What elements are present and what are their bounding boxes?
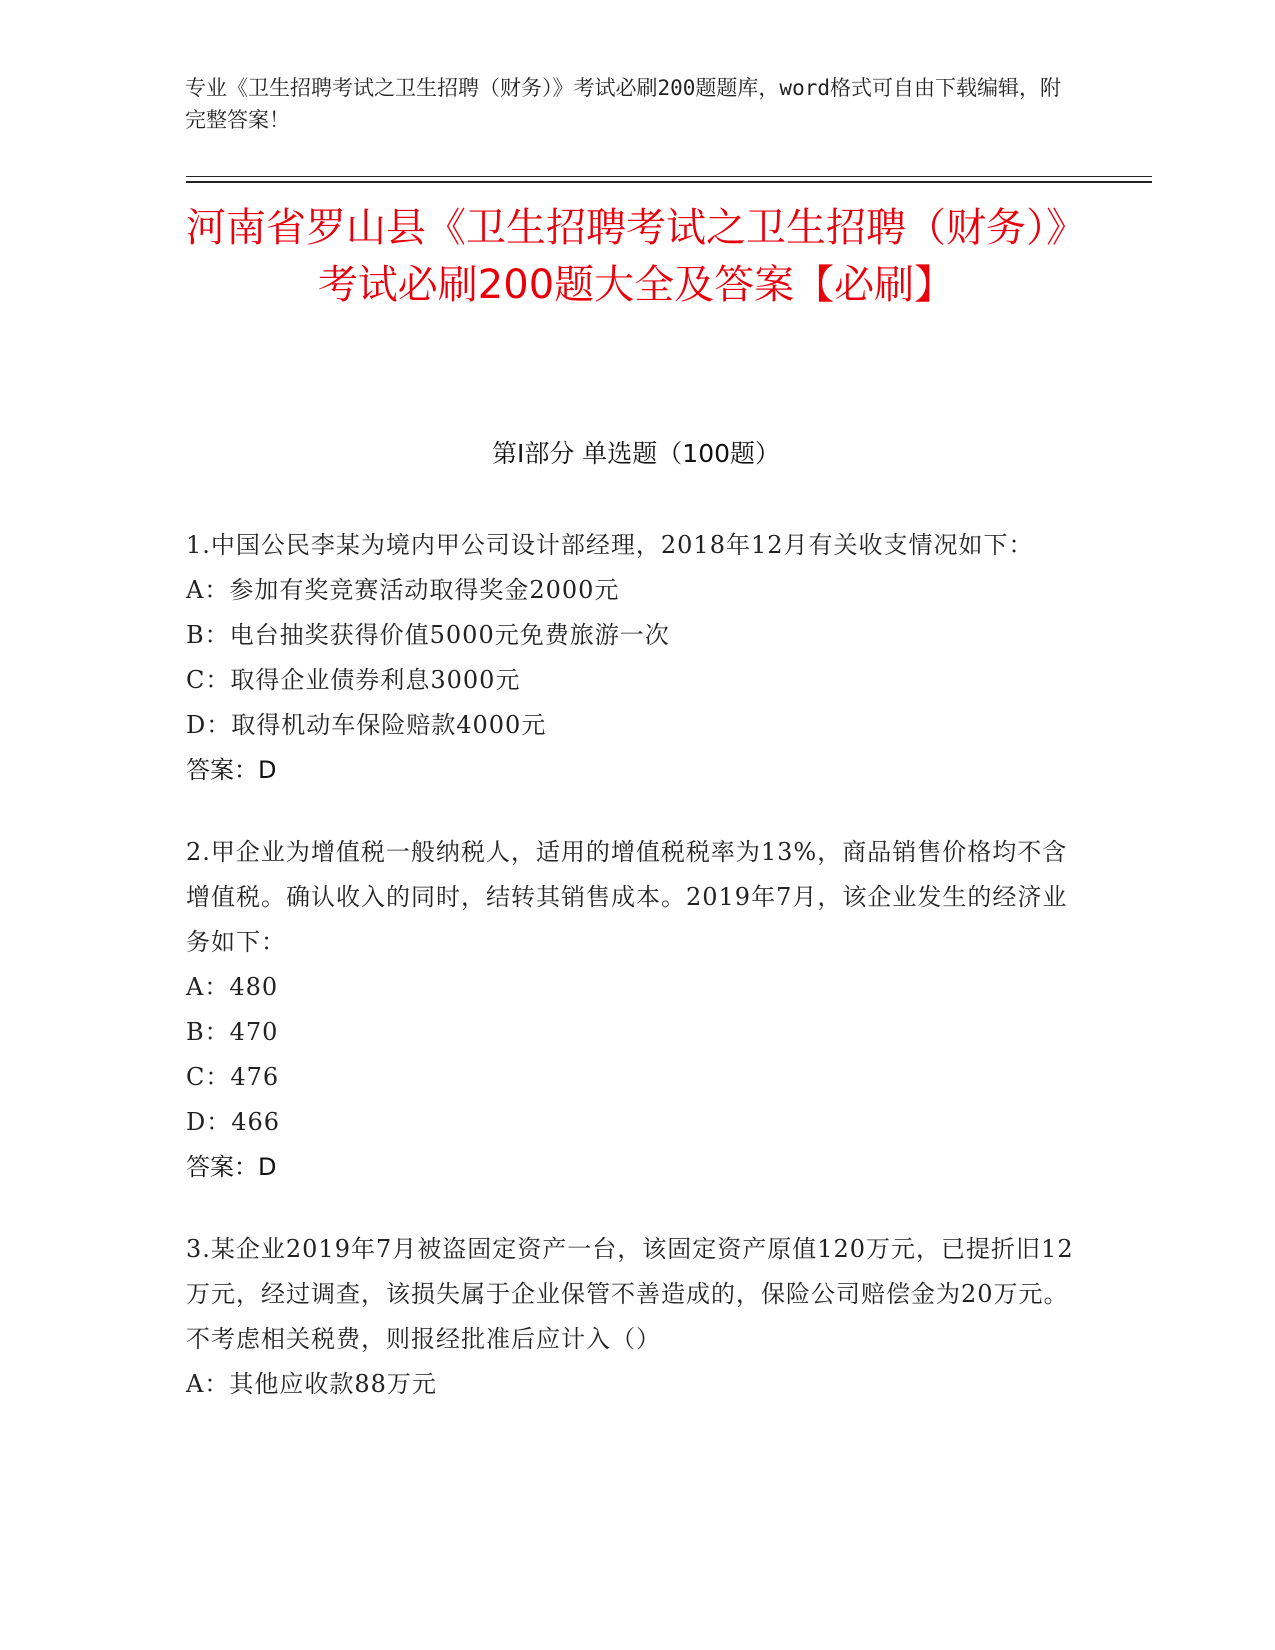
question-stem: 2.甲企业为增值税一般纳税人，适用的增值税税率为13%，商品销售价格均不含增值税。确认收入的同时，结转其销售成本。2019年7月，该企业发生的经济业务如下： (186, 838, 1068, 956)
option-d: D：466 (186, 1108, 281, 1136)
answer: 答案：D (186, 756, 277, 784)
option-c: C：476 (186, 1063, 280, 1091)
option-a: A：参加有奖竞赛活动取得奖金2000元 (186, 576, 620, 604)
question-list (186, 523, 1086, 1407)
option-c: C：取得企业债券利息3000元 (186, 666, 521, 694)
header-note: 专业《卫生招聘考试之卫生招聘（财务）》考试必刷200题题库，word格式可自由下载编辑，附完整答案！ (185, 76, 1061, 132)
option-b: B：470 (186, 1018, 279, 1046)
header-divider-thick (186, 181, 1152, 183)
option-b: B：电台抽奖获得价值5000元免费旅游一次 (186, 621, 670, 649)
option-d: D：取得机动车保险赔款4000元 (186, 711, 547, 739)
section-title: 第Ⅰ部分 单选题（100题） (491, 439, 781, 468)
option-a: A：其他应收款88万元 (186, 1370, 437, 1398)
question-1 (186, 523, 1086, 793)
answer: 答案：D (186, 1153, 277, 1181)
document-title: 河南省罗山县《卫生招聘考试之卫生招聘（财务）》考试必刷200题大全及答案【必刷】 (186, 205, 1086, 308)
question-2 (186, 830, 1086, 1190)
header-divider-thin (186, 176, 1152, 177)
question-3 (186, 1227, 1086, 1407)
option-a: A：480 (186, 973, 279, 1001)
question-stem: 3.某企业2019年7月被盗固定资产一台，该固定资产原值120万元，已提折旧12万元，经过调查，该损失属于企业保管不善造成的，保险公司赔偿金为20万元。不考虑相关税费，则报经批准后应计入（） (186, 1235, 1074, 1353)
question-stem: 1.中国公民李某为境内甲公司设计部经理，2018年12月有关收支情况如下： (186, 531, 1034, 559)
